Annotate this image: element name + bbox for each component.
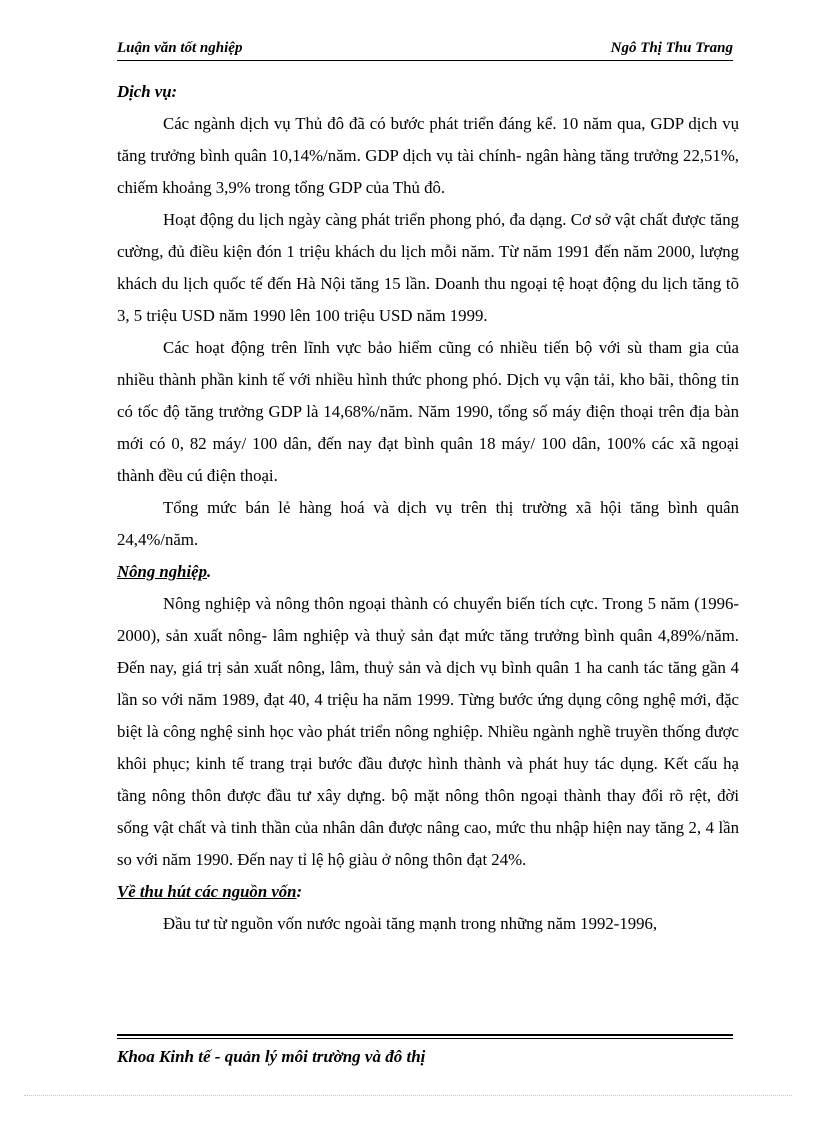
section-heading-services [117, 76, 739, 108]
page-footer [117, 1034, 733, 1067]
footer-rule-thin [117, 1038, 733, 1039]
header-author-name: Ngô Thị Thu Trang [610, 40, 733, 56]
page-body [117, 76, 739, 940]
section-heading-agriculture-text: Nông nghiệp [117, 562, 207, 581]
page-edge-divider [24, 1095, 792, 1096]
section-heading-agriculture-suffix: . [207, 562, 212, 581]
footer-faculty-name: Khoa Kinh tế - quản lý môi trường và đô thị [117, 1047, 426, 1066]
services-paragraph-2: Hoạt động du lịch ngày càng phát triển phong phó, đa dạng. Cơ sở vật chất được tăng cường, đủ điều kiện đón 1 triệu khách du lịch mỗi năm. Từ năm 1991 đến năm 2000, lượng khách du lịch quốc tế đến Hà Nội tăng 15 lần. Doanh thu ngoại tệ hoạt động du lịch tăng tõ 3, 5 triệu USD năm 1990 lên 100 triệu USD năm 1999. [117, 210, 739, 325]
section-heading-capital-suffix: : [296, 882, 303, 901]
section-heading-capital-text: Về thu hút các nguồn vốn [117, 882, 297, 901]
section-heading-capital [117, 876, 739, 908]
section-heading-agriculture [117, 556, 739, 588]
header-thesis-title: Luận văn tốt nghiệp [117, 40, 243, 56]
services-paragraph-3: Các hoạt động trên lĩnh vực bảo hiểm cũng có nhiều tiến bộ với sù tham gia của nhiều thành phần kinh tế với nhiều hình thức phong phó. Dịch vụ vận tải, kho bãi, thông tin có tốc độ tăng trưởng GDP là 14,68%/năm. Năm 1990, tổng số máy điện thoại trên địa bàn mới có 0, 82 máy/ 100 dân, đến nay đạt bình quân 18 máy/ 100 dân, 100% các xã ngoại thành đều cú điện thoại. [117, 338, 739, 485]
capital-paragraph-1: Đầu tư từ nguồn vốn nước ngoài tăng mạnh trong những năm 1992-1996, [163, 914, 658, 933]
section-heading-services-text: Dịch vụ: [117, 82, 178, 101]
agriculture-paragraph-1: Nông nghiệp và nông thôn ngoại thành có chuyển biến tích cực. Trong 5 năm (1996-2000), sản xuất nông- lâm nghiệp và thuỷ sản đạt mức tăng trưởng bình quân 4,89%/năm. Đến nay, giá trị sản xuất nông, lâm, thuỷ sản và dịch vụ bình quân 1 ha canh tác tăng gần 4 lần so với năm 1989, đạt 40, 4 triệu ha năm 1999. Từng bước ứng dụng công nghệ mới, đặc biệt là công nghệ sinh học vào phát triển nông nghiệp. Nhiều ngành nghề truyền thống được khôi phục; kinh tế trang trại bước đầu được hình thành và phát huy tác dụng. Kết cấu hạ tầng nông thôn được đầu tư xây dựng. bộ mặt nông thôn ngoại thành thay đổi rõ rệt, đời sống vật chất và tinh thần của nhân dân được nâng cao, mức thu nhập hiện nay tăng 2, 4 lần so với năm 1990. Đến nay tỉ lệ hộ giàu ở nông thôn đạt 24%. [117, 594, 739, 869]
page-header [117, 38, 733, 61]
footer-rule-thick [117, 1034, 733, 1036]
services-paragraph-1: Các ngành dịch vụ Thủ đô đã có bước phát triển đáng kể. 10 năm qua, GDP dịch vụ tăng trưởng bình quân 10,14%/năm. GDP dịch vụ tài chính- ngân hàng tăng trưởng 22,51%, chiếm khoảng 3,9% trong tổng GDP của Thủ đô. [117, 114, 739, 197]
services-paragraph-4: Tổng mức bán lẻ hàng hoá và dịch vụ trên thị trường xã hội tăng bình quân 24,4%/năm. [117, 498, 739, 549]
